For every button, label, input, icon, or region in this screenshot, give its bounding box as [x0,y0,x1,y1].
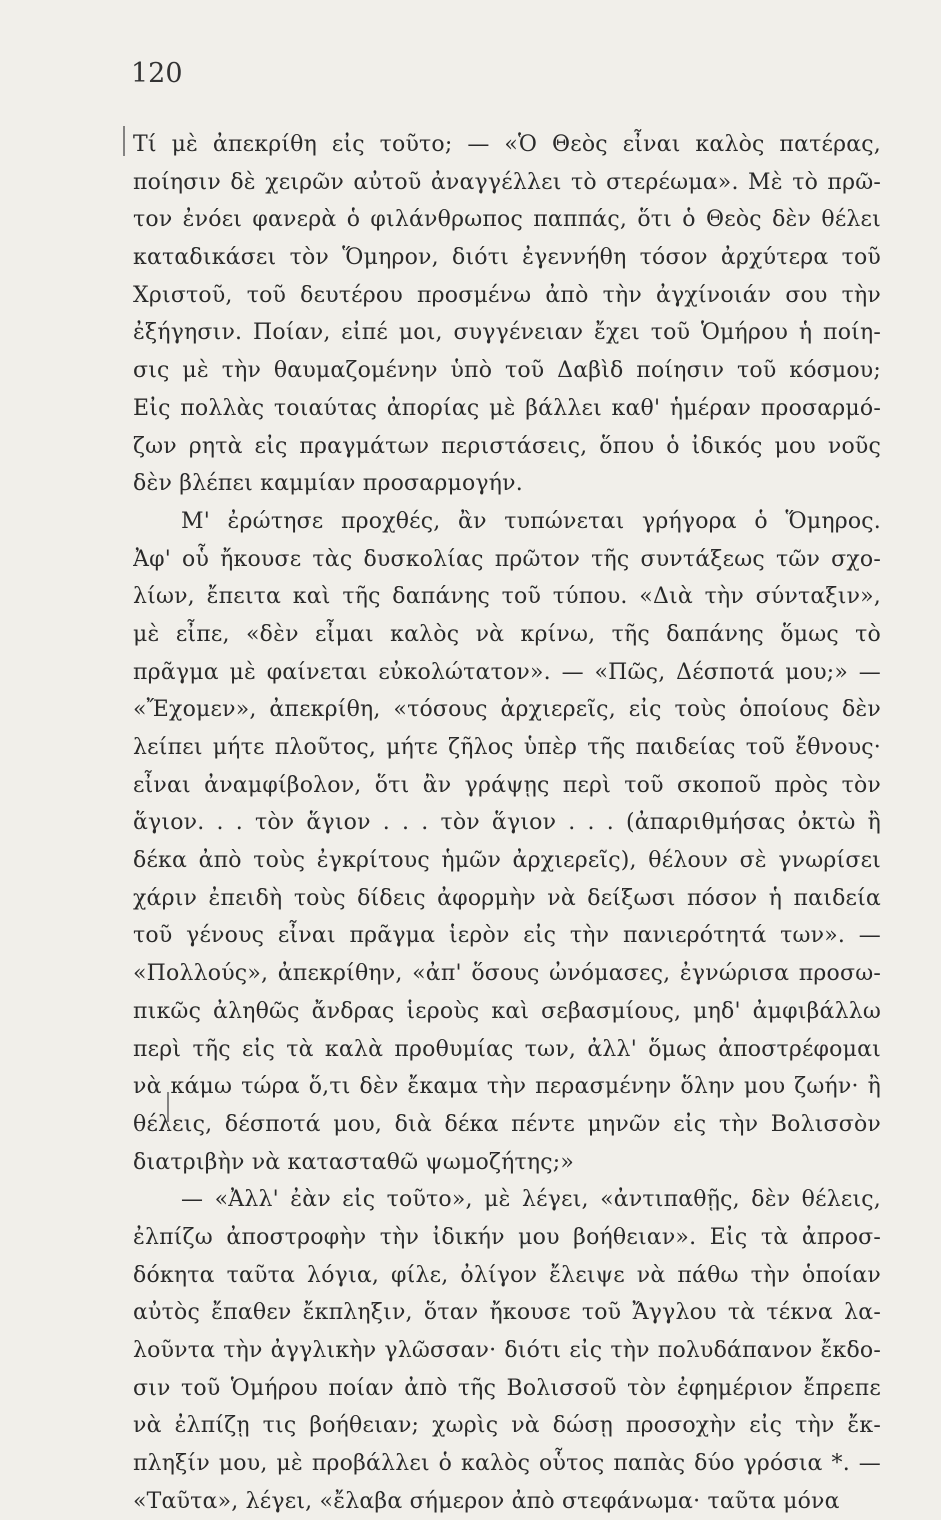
text-line: ἐλπίζω ἀποστροφὴν τὴν ἰδικήν μου βοήθειαν». Εἰς τὰ ἀπροσ- [133,1224,881,1250]
text-line: πικῶς ἀληθῶς ἄνδρας ἱεροὺς καὶ σεβασμίους, μηδ' ἀμφιβάλλω [133,998,881,1024]
text-line: δέκα ἀπὸ τοὺς ἐγκρίτους ἡμῶν ἀρχιερεῖς), θέλουν σὲ γνωρίσει [133,848,881,874]
paragraph [133,503,881,1181]
text-line: Τί μὲ ἀπεκρίθη εἰς τοῦτο; — «Ὁ Θεὸς εἶναι καλὸς πατέρας, [133,132,881,157]
text-line: λοῦντα τὴν ἀγγλικὴν γλῶσσαν· διότι εἰς τὴν πολυδάπανον ἔκδο- [133,1338,881,1363]
text-line: τοῦ γένους εἶναι πρᾶγμα ἱερὸν εἰς τὴν πανιερότητά των». — [133,923,881,949]
text-line: λείπει μήτε πλοῦτος, μήτε ζῆλος ὑπὲρ τῆς παιδείας τοῦ ἔθνους· [133,735,881,760]
text-line: «Πολλούς», ἀπεκρίθην, «ἀπ' ὅσους ὠνόμασες, ἐγνώρισα προσω- [133,961,881,987]
pencil-margin-mark [123,126,125,156]
text-line: χάριν ἐπειδὴ τοὺς δίδεις ἀφορμὴν νὰ δείξωσι πόσον ἡ παιδεία [133,885,881,911]
text-line: πρᾶγμα μὲ φαίνεται εὐκολώτατον». — «Πῶς, Δέσποτά μου;» — [133,659,881,685]
text-line: σις μὲ τὴν θαυμαζομένην ὑπὸ τοῦ Δαβὶδ ποίησιν τοῦ κόσμου; [133,358,881,384]
text-line: ζων ρητὰ εἰς πραγμάτων περιστάσεις, ὅπου ὁ ἰδικός μου νοῦς [133,433,881,459]
text-line: «Ταῦτα», λέγει, «ἔλαβα σήμερον ἀπὸ στεφάνωμα· ταῦτα μόνα [133,1488,840,1514]
text-line: Χριστοῦ, τοῦ δευτέρου προσμένω ἀπὸ τὴν ἀγχίνοιάν σου τὴν [133,282,881,308]
text-line: περὶ τῆς εἰς τὰ καλὰ προθυμίας των, ἀλλ' ὅμως ἀποστρέφομαι [133,1036,881,1062]
text-line: τον ἐνόει φανερὰ ὁ φιλάνθρωπος παππάς, ὅτι ὁ Θεὸς δὲν θέλει [133,207,881,233]
text-line: δὲν βλέπει καμμίαν προσαρμογήν. [133,471,523,497]
page-number: 120 [131,58,183,89]
page-body-text [133,126,881,1520]
text-line: Ἀφ' οὗ ἤκουσε τὰς δυσκολίας πρῶτον τῆς συντάξεως τῶν σχο- [133,546,881,572]
text-line: — «Ἀλλ' ἐὰν εἰς τοῦτο», μὲ λέγει, «ἀντιπαθῇς, δὲν θέλεις, [181,1187,881,1213]
text-line: ποίησιν δὲ χειρῶν αὐτοῦ ἀναγγέλλει τὸ στερέωμα». Μὲ τὸ πρῶ- [133,169,881,195]
text-line: νὰ ἐλπίζῃ τις βοήθειαν; χωρὶς νὰ δώσῃ προσοχὴν εἰς τὴν ἔκ- [133,1413,881,1439]
text-line: Μ' ἐρώτησε προχθές, ἂν τυπώνεται γρήγορα ὁ Ὅμηρος. [181,508,881,534]
text-line: σιν τοῦ Ὁμήρου ποίαν ἀπὸ τῆς Βολισσοῦ τὸν ἐφημέριον ἔπρεπε [133,1375,881,1401]
text-line: θέλεις, δέσποτά μου, διὰ δέκα πέντε μηνῶν εἰς τὴν Βολισσὸν [133,1111,881,1137]
text-line: ἐξήγησιν. Ποίαν, εἰπέ μοι, συγγένειαν ἔχει τοῦ Ὁμήρου ἡ ποίη- [133,320,881,346]
text-line: «Ἔχομεν», ἀπεκρίθη, «τόσους ἀρχιερεῖς, εἰς τοὺς ὁποίους δὲν [133,697,881,723]
text-line: πληξίν μου, μὲ προβάλλει ὁ καλὸς οὗτος παπὰς δύο γρόσια *. — [133,1451,881,1477]
text-line: δόκητα ταῦτα λόγια, φίλε, ὀλίγον ἔλειψε νὰ πάθω τὴν ὁποίαν [133,1262,881,1288]
paragraph [133,126,881,503]
text-line: Εἰς πολλὰς τοιαύτας ἀπορίας μὲ βάλλει καθ' ἡμέραν προσαρμό- [133,395,881,421]
paragraph [133,1181,881,1520]
text-line: λίων, ἔπειτα καὶ τῆς δαπάνης τοῦ τύπου. «Διὰ τὴν σύνταξιν», [133,584,881,610]
text-line: ἅγιον. . . τὸν ἅγιον . . . τὸν ἅγιον . . . (ἀπαριθμήσας ὀκτὼ ἢ [133,810,881,836]
text-line: διατριβὴν νὰ κατασταθῶ ψωμοζήτης;» [133,1149,574,1175]
text-line: αὐτὸς ἔπαθεν ἔκπληξιν, ὅταν ἤκουσε τοῦ Ἄγγλου τὰ τέκνα λα- [133,1300,881,1326]
text-line: νὰ κάμω τώρα ὅ,τι δὲν ἔκαμα τὴν περασμένην ὅλην μου ζωήν· ἢ [133,1074,881,1100]
text-line: εἶναι ἀναμφίβολον, ὅτι ἂν γράψῃς περὶ τοῦ σκοποῦ πρὸς τὸν [133,772,881,798]
text-line: μὲ εἶπε, «δὲν εἶμαι καλὸς νὰ κρίνω, τῆς δαπάνης ὅμως τὸ [133,621,881,647]
text-line: καταδικάσει τὸν Ὅμηρον, διότι ἐγεννήθη τόσον ἀρχύτερα τοῦ [133,245,881,271]
